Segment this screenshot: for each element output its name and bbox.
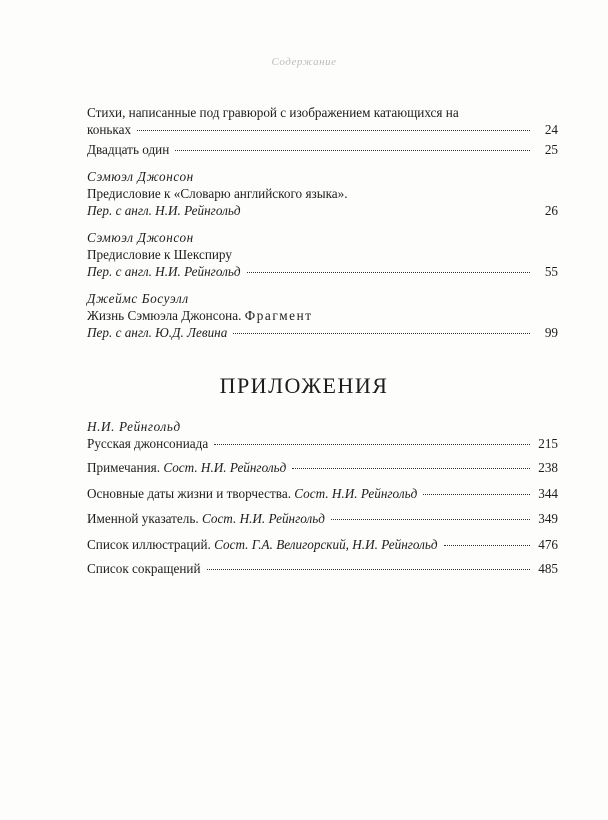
work-title bbox=[87, 307, 558, 324]
toc-line bbox=[87, 435, 558, 452]
dot-leader bbox=[444, 545, 530, 546]
work-author: Сэмюэл Джонсон bbox=[87, 230, 194, 245]
toc-line bbox=[87, 485, 558, 502]
page-number: 99 bbox=[544, 325, 558, 340]
toc-work bbox=[87, 168, 558, 219]
dot-leader bbox=[247, 272, 530, 273]
toc-line bbox=[87, 202, 558, 219]
toc-entry bbox=[87, 536, 558, 553]
toc-work bbox=[87, 229, 558, 280]
toc-line bbox=[87, 510, 558, 527]
running-head: Содержание bbox=[271, 56, 337, 68]
page-number: 476 bbox=[538, 537, 558, 552]
toc-work bbox=[87, 290, 558, 341]
work-title: Предисловие к «Словарю английского языка». bbox=[87, 186, 348, 201]
work-title: Предисловие к Шекспиру bbox=[87, 247, 232, 262]
toc-entry bbox=[87, 485, 558, 502]
entry-title-wrap bbox=[87, 459, 286, 476]
work-translator: Пер. с англ. Ю.Д. Левина bbox=[87, 325, 228, 340]
dot-leader bbox=[175, 150, 530, 151]
toc-line bbox=[87, 141, 558, 158]
page-number: 24 bbox=[544, 122, 558, 137]
entry-title-line1: Стихи, написанные под гравюрой с изображением катающихся на bbox=[87, 105, 459, 120]
entry-title: Примечания. bbox=[87, 460, 161, 475]
entry-title-line2: коньках bbox=[87, 122, 132, 137]
page-number: 238 bbox=[538, 460, 558, 475]
toc-line bbox=[87, 459, 558, 476]
toc-entry bbox=[87, 510, 558, 527]
entry-title: Именной указатель. bbox=[87, 511, 199, 526]
page-number: 485 bbox=[538, 561, 558, 576]
dot-leader bbox=[233, 333, 530, 334]
dot-leader bbox=[207, 569, 530, 570]
section-heading: ПРИЛОЖЕНИЯ bbox=[219, 373, 389, 398]
appendix-author-block bbox=[87, 418, 558, 452]
toc-line bbox=[87, 121, 558, 138]
entry-title-wrap bbox=[87, 536, 438, 553]
work-translator: Пер. с англ. Н.И. Рейнгольд bbox=[87, 264, 241, 279]
entry-title: Русская джонсониада bbox=[87, 436, 209, 451]
entry-compiler: Сост. Н.И. Рейнгольд bbox=[163, 460, 287, 475]
page-number: 349 bbox=[538, 511, 558, 526]
work-author: Джеймс Босуэлл bbox=[87, 291, 189, 306]
entry-title: Список иллюстраций. bbox=[87, 537, 211, 552]
page-number: 344 bbox=[538, 486, 558, 501]
entry-title: Двадцать один bbox=[87, 142, 170, 157]
dot-leader bbox=[247, 211, 530, 212]
page-number: 25 bbox=[544, 142, 558, 157]
dot-leader bbox=[331, 519, 530, 520]
toc-line bbox=[87, 324, 558, 341]
page-number: 26 bbox=[544, 203, 558, 218]
toc-entry bbox=[87, 560, 558, 577]
page-number: 215 bbox=[538, 436, 558, 451]
toc-line bbox=[87, 263, 558, 280]
toc-line bbox=[87, 536, 558, 553]
entry-compiler: Сост. Н.И. Рейнгольд bbox=[201, 511, 325, 526]
dot-leader bbox=[214, 444, 530, 445]
page-number: 55 bbox=[544, 264, 558, 279]
toc-line bbox=[87, 560, 558, 577]
entry-title: Список сокращений bbox=[87, 561, 201, 576]
appendix-author: Н.И. Рейнгольд bbox=[87, 419, 181, 434]
toc-entry bbox=[87, 104, 558, 138]
entry-compiler: Сост. Г.А. Велигорский, Н.И. Рейнгольд bbox=[214, 537, 438, 552]
work-author: Сэмюэл Джонсон bbox=[87, 169, 194, 184]
entry-title-wrap bbox=[87, 510, 325, 527]
dot-leader bbox=[137, 130, 530, 131]
toc-entry bbox=[87, 141, 558, 158]
entry-title: Основные даты жизни и творчества. bbox=[87, 486, 291, 501]
entry-title-wrap bbox=[87, 485, 417, 502]
dot-leader bbox=[292, 468, 530, 469]
work-title-suffix: Фрагмент bbox=[244, 308, 313, 323]
work-translator: Пер. с англ. Н.И. Рейнгольд bbox=[87, 203, 241, 218]
dot-leader bbox=[423, 494, 530, 495]
entry-compiler: Сост. Н.И. Рейнгольд bbox=[294, 486, 418, 501]
work-title-main: Жизнь Сэмюэла Джонсона. bbox=[87, 308, 242, 323]
toc-entry bbox=[87, 459, 558, 476]
